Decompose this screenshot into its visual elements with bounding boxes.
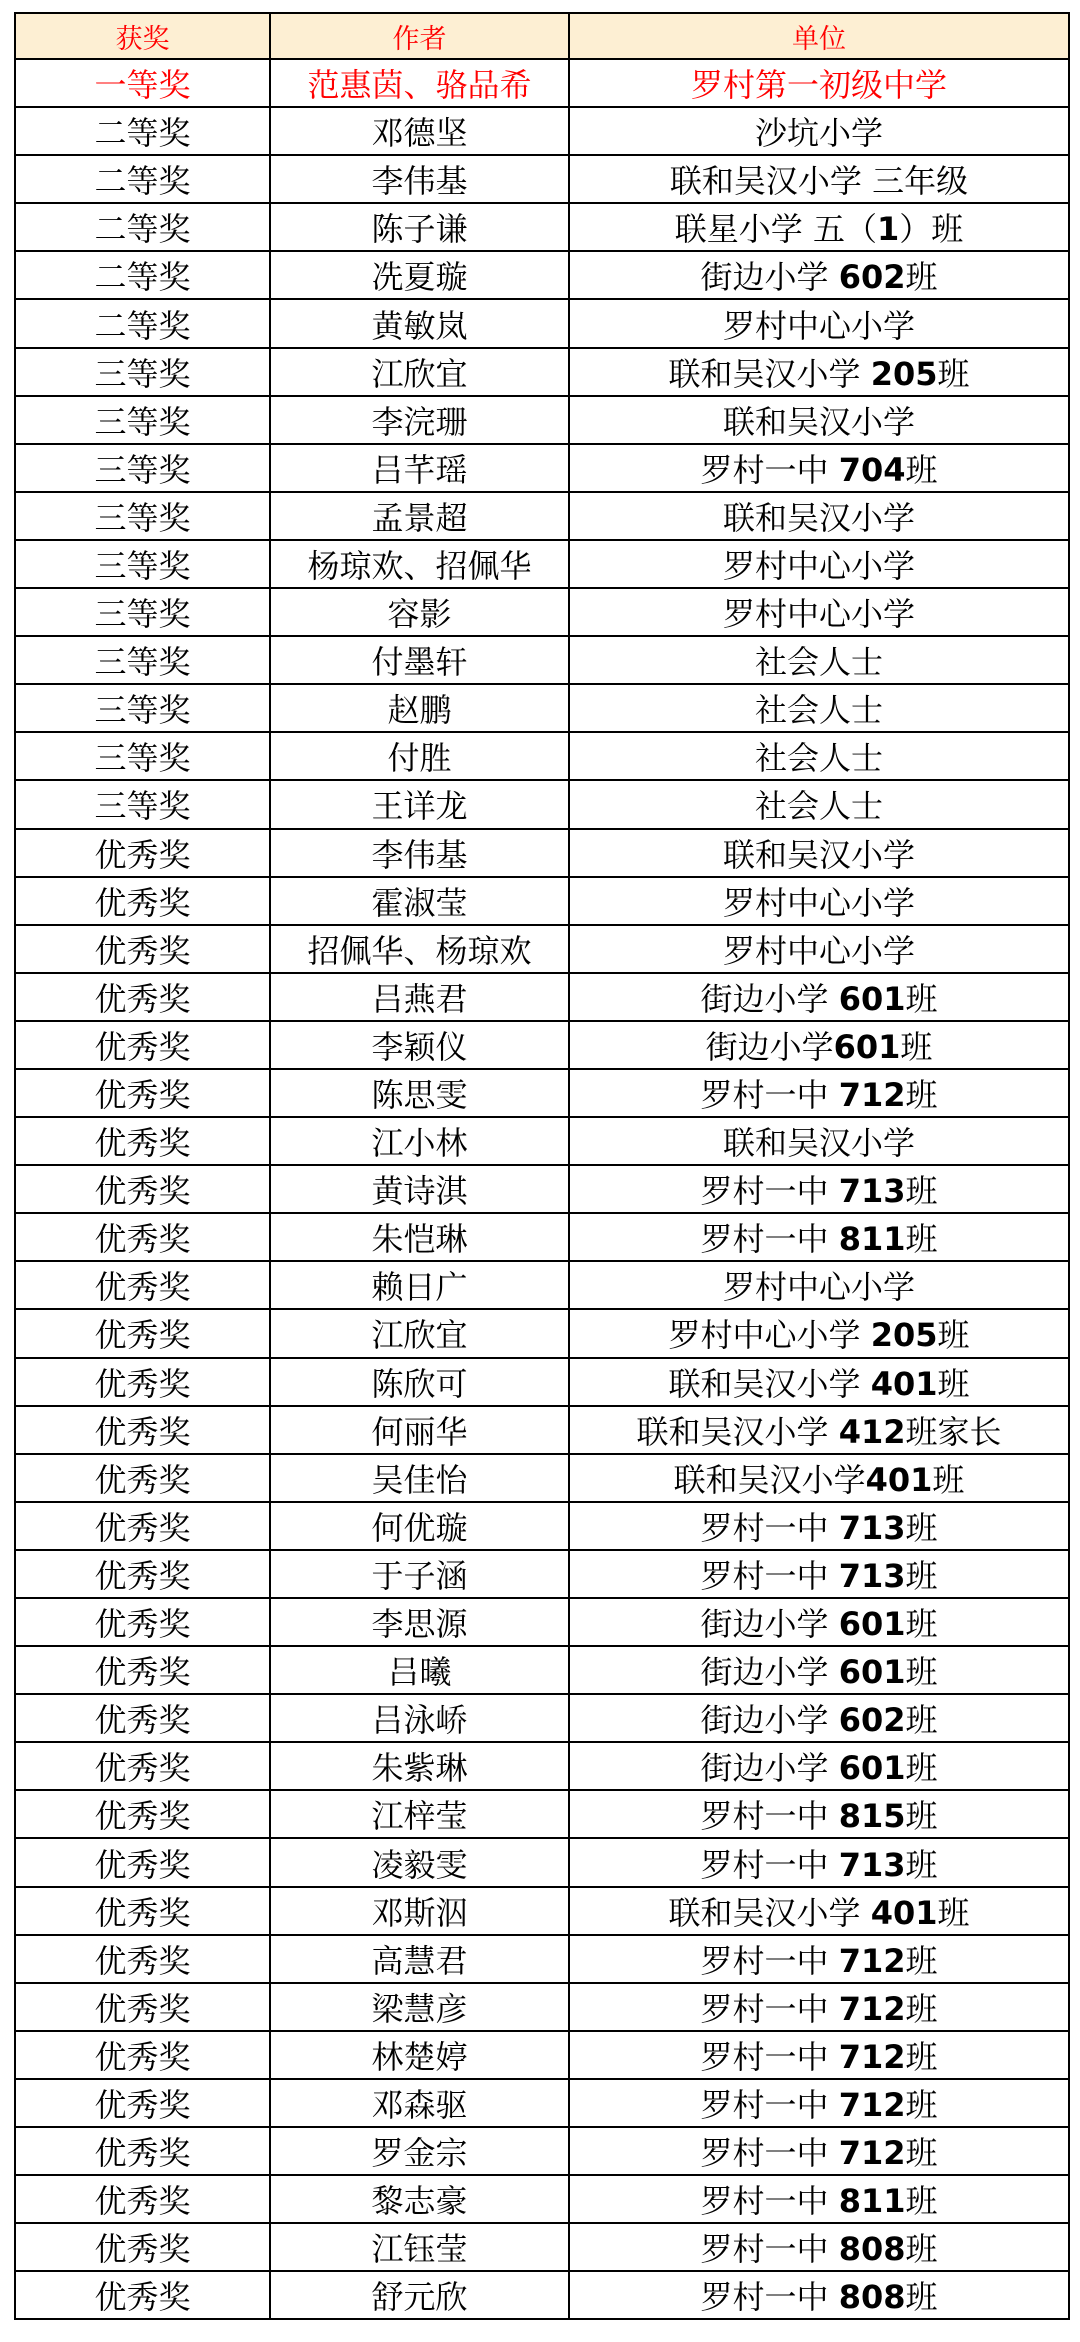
cell-award: 三等奖 (15, 444, 270, 492)
cell-author: 黄敏岚 (270, 299, 569, 347)
cell-unit: 罗村一中 712班 (569, 1983, 1069, 2031)
cell-award: 二等奖 (15, 251, 270, 299)
cell-award: 优秀奖 (15, 1790, 270, 1838)
cell-award: 三等奖 (15, 780, 270, 828)
table-body (15, 59, 1069, 2319)
table-row (15, 1550, 1069, 1598)
table-row (15, 1742, 1069, 1790)
cell-unit: 罗村一中 808班 (569, 2223, 1069, 2271)
cell-award: 优秀奖 (15, 1406, 270, 1454)
cell-unit: 联和吴汉小学 205班 (569, 348, 1069, 396)
cell-author: 何丽华 (270, 1406, 569, 1454)
cell-author: 赵鹏 (270, 684, 569, 732)
cell-award: 优秀奖 (15, 2175, 270, 2223)
cell-award: 三等奖 (15, 348, 270, 396)
cell-author: 冼夏璇 (270, 251, 569, 299)
cell-unit: 罗村中心小学 (569, 925, 1069, 973)
cell-author: 容影 (270, 588, 569, 636)
table-row (15, 1790, 1069, 1838)
cell-award: 优秀奖 (15, 1550, 270, 1598)
cell-author: 高慧君 (270, 1935, 569, 1983)
table-row (15, 1309, 1069, 1357)
cell-author: 陈子谦 (270, 203, 569, 251)
cell-unit: 罗村一中 704班 (569, 444, 1069, 492)
cell-award: 二等奖 (15, 155, 270, 203)
cell-author: 吕燕君 (270, 973, 569, 1021)
cell-award: 优秀奖 (15, 925, 270, 973)
cell-award: 优秀奖 (15, 1165, 270, 1213)
cell-unit: 街边小学 602班 (569, 251, 1069, 299)
table-row (15, 444, 1069, 492)
table-row (15, 684, 1069, 732)
cell-unit: 罗村一中 713班 (569, 1165, 1069, 1213)
cell-author: 林楚婷 (270, 2031, 569, 2079)
cell-award: 优秀奖 (15, 2031, 270, 2079)
cell-award: 优秀奖 (15, 1117, 270, 1165)
cell-author: 王详龙 (270, 780, 569, 828)
cell-unit: 联和吴汉小学 (569, 396, 1069, 444)
cell-unit: 联和吴汉小学 (569, 829, 1069, 877)
cell-author: 付墨轩 (270, 636, 569, 684)
cell-award: 三等奖 (15, 492, 270, 540)
table-row (15, 1983, 1069, 2031)
cell-unit: 社会人士 (569, 732, 1069, 780)
cell-author: 舒元欣 (270, 2271, 569, 2319)
cell-unit: 社会人士 (569, 636, 1069, 684)
cell-unit: 沙坑小学 (569, 107, 1069, 155)
cell-unit: 联和吴汉小学 (569, 492, 1069, 540)
cell-award: 二等奖 (15, 107, 270, 155)
table-row (15, 2175, 1069, 2223)
cell-author: 霍淑莹 (270, 877, 569, 925)
cell-award: 优秀奖 (15, 2271, 270, 2319)
cell-author: 江小林 (270, 1117, 569, 1165)
cell-unit: 罗村一中 713班 (569, 1502, 1069, 1550)
cell-unit: 街边小学 601班 (569, 973, 1069, 1021)
table-row (15, 2079, 1069, 2127)
cell-unit: 罗村一中 713班 (569, 1550, 1069, 1598)
cell-award: 优秀奖 (15, 1069, 270, 1117)
cell-award: 二等奖 (15, 299, 270, 347)
cell-unit: 街边小学 601班 (569, 1742, 1069, 1790)
cell-unit: 联和吴汉小学 (569, 1117, 1069, 1165)
cell-author: 李伟基 (270, 829, 569, 877)
cell-unit: 罗村中心小学 (569, 877, 1069, 925)
table-row (15, 2271, 1069, 2319)
table-row (15, 1454, 1069, 1502)
cell-author: 范惠茵、骆品希 (270, 59, 569, 107)
header-author: 作者 (270, 13, 569, 59)
table-row (15, 2223, 1069, 2271)
award-table (14, 12, 1070, 2320)
cell-unit: 联星小学 五（1）班 (569, 203, 1069, 251)
cell-author: 李伟基 (270, 155, 569, 203)
cell-award: 优秀奖 (15, 2079, 270, 2127)
cell-author: 梁慧彦 (270, 1983, 569, 2031)
cell-author: 何优璇 (270, 1502, 569, 1550)
cell-unit: 罗村一中 811班 (569, 1213, 1069, 1261)
table-row (15, 396, 1069, 444)
cell-award: 优秀奖 (15, 1983, 270, 2031)
cell-unit: 联和吴汉小学 三年级 (569, 155, 1069, 203)
cell-author: 李浣珊 (270, 396, 569, 444)
cell-award: 优秀奖 (15, 1694, 270, 1742)
cell-author: 凌毅雯 (270, 1838, 569, 1886)
cell-award: 优秀奖 (15, 1742, 270, 1790)
cell-author: 邓森驱 (270, 2079, 569, 2127)
cell-author: 罗金宗 (270, 2127, 569, 2175)
cell-award: 优秀奖 (15, 1261, 270, 1309)
table-row (15, 59, 1069, 107)
table-row (15, 1887, 1069, 1935)
cell-unit: 罗村一中 808班 (569, 2271, 1069, 2319)
cell-author: 江钰莹 (270, 2223, 569, 2271)
cell-unit: 罗村一中 811班 (569, 2175, 1069, 2223)
cell-award: 三等奖 (15, 396, 270, 444)
cell-award: 优秀奖 (15, 1838, 270, 1886)
table-row (15, 299, 1069, 347)
table-row (15, 1502, 1069, 1550)
cell-author: 陈欣可 (270, 1358, 569, 1406)
cell-author: 江梓莹 (270, 1790, 569, 1838)
cell-unit: 街边小学601班 (569, 1021, 1069, 1069)
cell-award: 三等奖 (15, 588, 270, 636)
cell-author: 朱紫琳 (270, 1742, 569, 1790)
cell-author: 赖日广 (270, 1261, 569, 1309)
cell-unit: 街边小学 601班 (569, 1646, 1069, 1694)
cell-award: 三等奖 (15, 540, 270, 588)
cell-unit: 罗村中心小学 (569, 540, 1069, 588)
cell-award: 优秀奖 (15, 1213, 270, 1261)
cell-unit: 罗村一中 712班 (569, 2079, 1069, 2127)
table-row (15, 1406, 1069, 1454)
table-row (15, 829, 1069, 877)
cell-unit: 罗村一中 712班 (569, 2031, 1069, 2079)
table-row (15, 1598, 1069, 1646)
cell-author: 李思源 (270, 1598, 569, 1646)
cell-unit: 罗村中心小学 (569, 1261, 1069, 1309)
cell-award: 优秀奖 (15, 1935, 270, 1983)
cell-author: 吕曦 (270, 1646, 569, 1694)
cell-award: 二等奖 (15, 203, 270, 251)
cell-author: 邓斯泅 (270, 1887, 569, 1935)
table-row (15, 877, 1069, 925)
table-row (15, 925, 1069, 973)
cell-award: 三等奖 (15, 636, 270, 684)
table-row (15, 1358, 1069, 1406)
table-header-row (15, 13, 1069, 59)
table-row (15, 973, 1069, 1021)
cell-author: 招佩华、杨琼欢 (270, 925, 569, 973)
cell-award: 优秀奖 (15, 1309, 270, 1357)
cell-author: 吕芊瑶 (270, 444, 569, 492)
cell-unit: 罗村一中 712班 (569, 2127, 1069, 2175)
cell-award: 优秀奖 (15, 1021, 270, 1069)
cell-award: 优秀奖 (15, 2223, 270, 2271)
cell-award: 优秀奖 (15, 877, 270, 925)
cell-author: 李颖仪 (270, 1021, 569, 1069)
cell-unit: 联和吴汉小学 412班家长 (569, 1406, 1069, 1454)
cell-award: 优秀奖 (15, 1454, 270, 1502)
cell-award: 优秀奖 (15, 2127, 270, 2175)
cell-unit: 罗村第一初级中学 (569, 59, 1069, 107)
table-row (15, 1069, 1069, 1117)
cell-unit: 社会人士 (569, 684, 1069, 732)
cell-award: 三等奖 (15, 684, 270, 732)
cell-author: 杨琼欢、招佩华 (270, 540, 569, 588)
cell-unit: 罗村一中 712班 (569, 1069, 1069, 1117)
cell-author: 黎志豪 (270, 2175, 569, 2223)
cell-award: 优秀奖 (15, 1598, 270, 1646)
cell-unit: 联和吴汉小学401班 (569, 1454, 1069, 1502)
cell-unit: 街边小学 601班 (569, 1598, 1069, 1646)
cell-unit: 罗村中心小学 (569, 588, 1069, 636)
cell-unit: 罗村中心小学 (569, 299, 1069, 347)
cell-unit: 罗村一中 815班 (569, 1790, 1069, 1838)
table-row (15, 732, 1069, 780)
table-row (15, 155, 1069, 203)
cell-award: 三等奖 (15, 732, 270, 780)
table-row (15, 1646, 1069, 1694)
table-row (15, 636, 1069, 684)
cell-unit: 街边小学 602班 (569, 1694, 1069, 1742)
cell-unit: 社会人士 (569, 780, 1069, 828)
table-row (15, 1261, 1069, 1309)
cell-author: 吴佳怡 (270, 1454, 569, 1502)
table-row (15, 540, 1069, 588)
table-row (15, 2031, 1069, 2079)
table-row (15, 203, 1069, 251)
cell-award: 优秀奖 (15, 1502, 270, 1550)
cell-unit: 罗村一中 712班 (569, 1935, 1069, 1983)
cell-unit: 罗村一中 713班 (569, 1838, 1069, 1886)
table-row (15, 1935, 1069, 1983)
table-row (15, 1694, 1069, 1742)
cell-award: 优秀奖 (15, 1358, 270, 1406)
cell-author: 江欣宜 (270, 348, 569, 396)
cell-award: 一等奖 (15, 59, 270, 107)
cell-award: 优秀奖 (15, 973, 270, 1021)
cell-unit: 联和吴汉小学 401班 (569, 1358, 1069, 1406)
header-unit: 单位 (569, 13, 1069, 59)
table-row (15, 1117, 1069, 1165)
cell-award: 优秀奖 (15, 1887, 270, 1935)
cell-author: 江欣宜 (270, 1309, 569, 1357)
table-row (15, 251, 1069, 299)
table-row (15, 588, 1069, 636)
cell-unit: 罗村中心小学 205班 (569, 1309, 1069, 1357)
cell-author: 孟景超 (270, 492, 569, 540)
table-row (15, 1838, 1069, 1886)
table-row (15, 1213, 1069, 1261)
cell-award: 优秀奖 (15, 1646, 270, 1694)
cell-author: 吕泳峤 (270, 1694, 569, 1742)
cell-author: 付胜 (270, 732, 569, 780)
table-row (15, 1165, 1069, 1213)
table-row (15, 107, 1069, 155)
cell-author: 于子涵 (270, 1550, 569, 1598)
cell-unit: 联和吴汉小学 401班 (569, 1887, 1069, 1935)
table-row (15, 2127, 1069, 2175)
table-row (15, 1021, 1069, 1069)
table-row (15, 492, 1069, 540)
cell-author: 陈思雯 (270, 1069, 569, 1117)
cell-author: 邓德坚 (270, 107, 569, 155)
table-row (15, 348, 1069, 396)
cell-author: 朱恺琳 (270, 1213, 569, 1261)
cell-author: 黄诗淇 (270, 1165, 569, 1213)
cell-award: 优秀奖 (15, 829, 270, 877)
table-row (15, 780, 1069, 828)
header-award: 获奖 (15, 13, 270, 59)
